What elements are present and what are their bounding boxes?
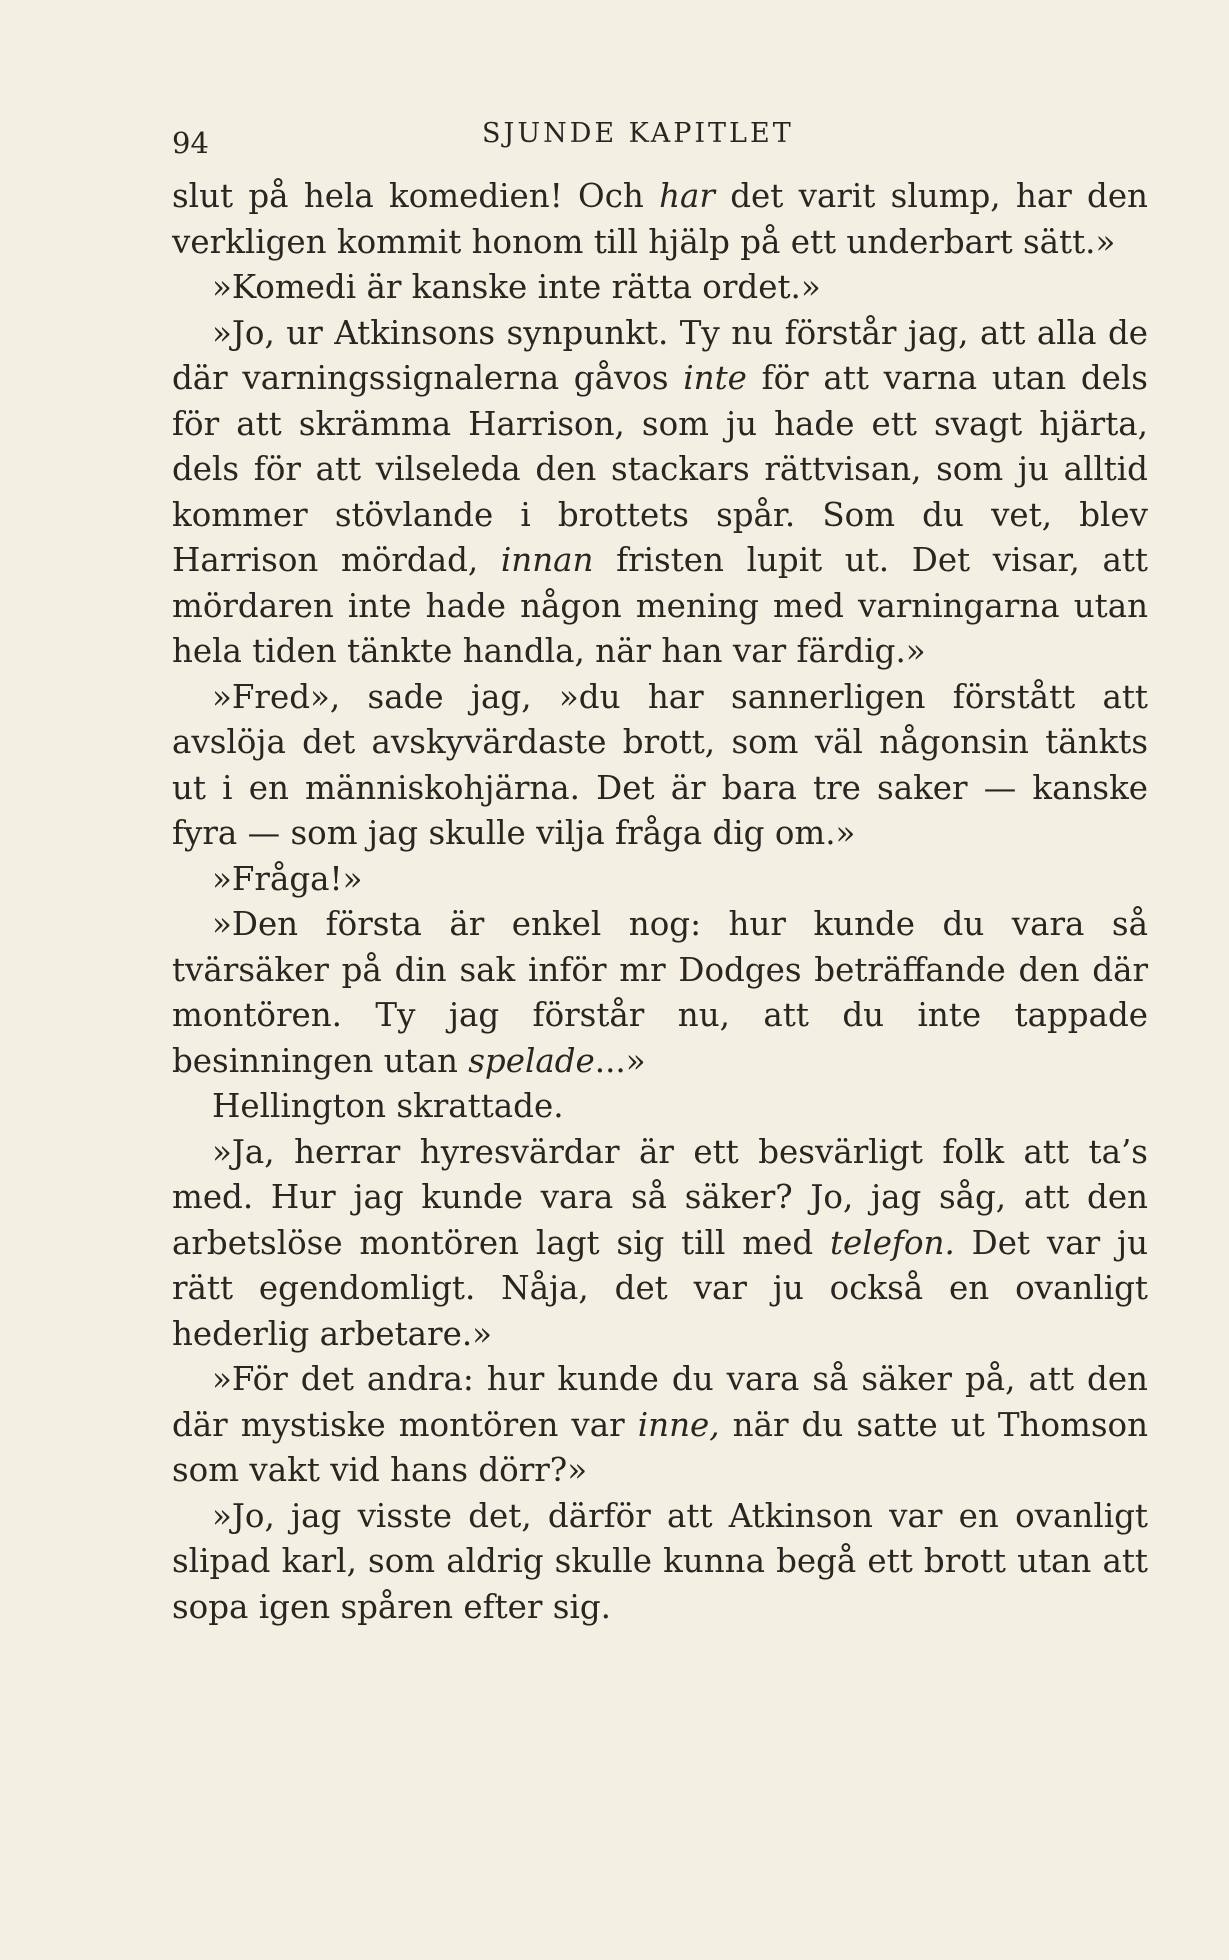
text-run: »Jo, ur Atkinsons synpunkt. Ty nu förstår jag, att alla de där varningssignalerna gåvos — [172, 313, 1148, 397]
text-run: »För det andra: hur kunde du vara så säker på, att den där mystiske montören var — [172, 1360, 1148, 1444]
text-run: när du satte ut Thomson som vakt vid hans dörr?» — [172, 1405, 1148, 1489]
paragraph — [172, 265, 1148, 311]
emphasis-text: spelade — [468, 1041, 595, 1080]
text-run: »Komedi är kanske inte rätta ordet.» — [212, 268, 821, 306]
emphasis-text: inne, — [637, 1405, 720, 1444]
emphasis-text: telefon. — [830, 1223, 955, 1262]
text-run: Hellington skrattade. — [212, 1087, 564, 1125]
paragraph — [172, 902, 1148, 1084]
text-run: Det var ju rätt egendomligt. Nåja, det var ju också en ovanligt hederlig arbetare.» — [172, 1223, 1148, 1353]
text-run: ...» — [594, 1041, 646, 1080]
paragraph — [172, 1084, 1148, 1130]
paragraph — [172, 1130, 1148, 1358]
body-text — [172, 174, 1148, 1630]
text-run: slut på hela komedien! Och — [172, 177, 660, 215]
text-run: »Fråga!» — [212, 859, 363, 898]
paragraph — [172, 311, 1148, 675]
text-run: »Ja, herrar hyresvärdar är ett besvärligt folk att ta’s med. Hur jag kunde vara så säker? Jo, jag såg, att den arbetslöse montören lagt sig till med — [172, 1132, 1148, 1262]
book-page — [172, 118, 1148, 1630]
text-run: »Den första är enkel nog: hur kunde du vara så tvärsäker på din sak inför mr Dodges beträffande den där montören. Ty jag förstår nu, att du inte tappade besinningen utan — [172, 905, 1148, 1080]
text-run: det varit slump, har den verkligen kommit honom till hjälp på ett underbart sätt.» — [172, 177, 1148, 261]
emphasis-text: inte — [683, 359, 747, 397]
emphasis-text: har — [659, 177, 715, 215]
paragraph — [172, 675, 1148, 857]
page-number: 94 — [172, 126, 209, 160]
paragraph — [172, 174, 1148, 265]
chapter-title: SJUNDE KAPITLET — [482, 118, 794, 149]
running-head — [172, 118, 1148, 166]
text-run: »Fred», sade jag, »du har sannerligen förstått att avslöja det avskyvärdaste brott, som väl någonsin tänkts ut i en människohjärna. Det är bara tre saker — kanske fyra — som jag skulle vilja fråga dig om.» — [172, 677, 1148, 852]
text-run: för att varna utan dels för att skrämma Harrison, som ju hade ett svagt hjärta, dels för att vilseleda den stackars rättvisan, som ju alltid kommer stövlande i brottets spår. Som du vet, blev Harrison mördad, — [172, 359, 1148, 579]
text-run: fristen lupit ut. Det visar, att mördaren inte hade någon mening med varningarna utan hela tiden tänkte handla, när han var färdig.» — [172, 541, 1148, 670]
text-run: »Jo, jag visste det, därför att Atkinson var en ovanligt slipad karl, som aldrig skulle kunna begå ett brott utan att sopa igen spåren efter sig. — [172, 1496, 1148, 1626]
paragraph — [172, 857, 1148, 903]
paragraph — [172, 1494, 1148, 1631]
emphasis-text: innan — [500, 541, 594, 579]
paragraph — [172, 1357, 1148, 1494]
